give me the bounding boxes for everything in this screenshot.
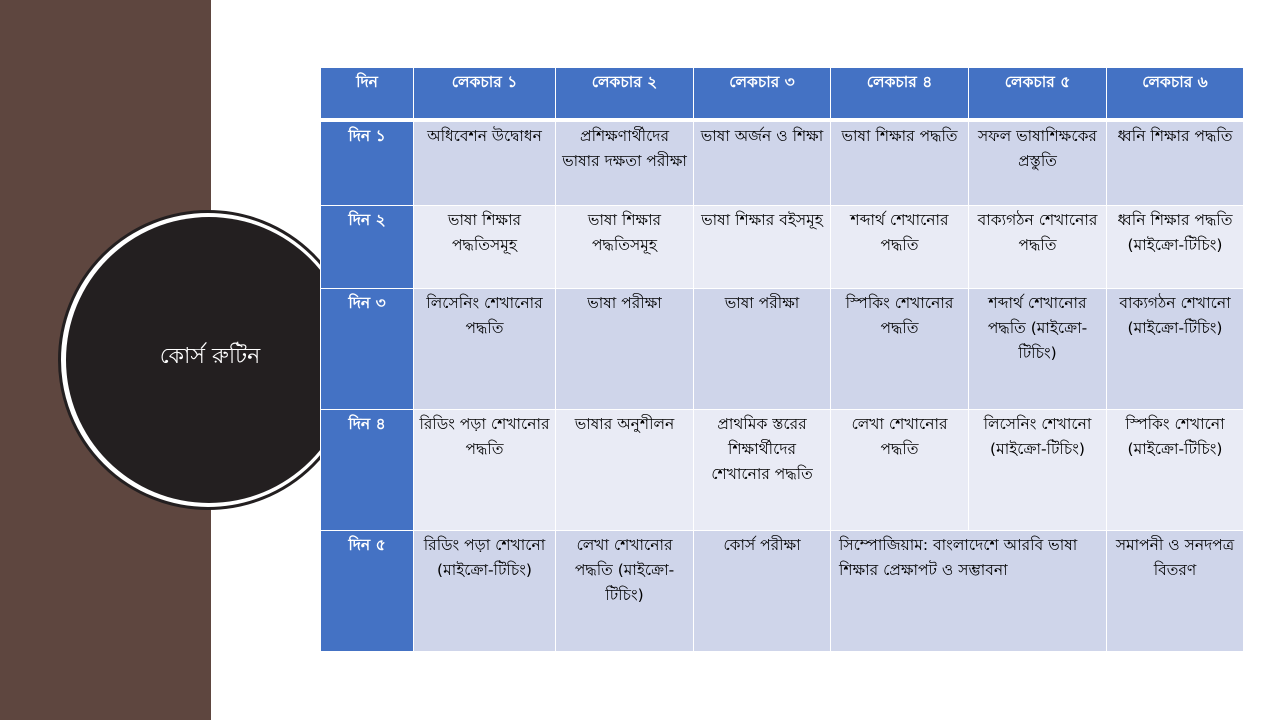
row-day-label: দিন ৪ — [321, 410, 414, 531]
session-cell: স্পিকিং শেখানো (মাইক্রো-টিচিং) — [1107, 410, 1244, 531]
session-cell: ভাষা শিক্ষার পদ্ধতিসমূহ — [414, 205, 556, 288]
session-cell: প্রাথমিক স্তরের শিক্ষার্থীদের শেখানোর পদ্ধতি — [694, 410, 831, 531]
row-day-label: দিন ২ — [321, 205, 414, 288]
row-day-label: দিন ৩ — [321, 289, 414, 410]
table-row-day-5 — [321, 530, 1244, 651]
session-cell: ভাষা পরীক্ষা — [694, 289, 831, 410]
row-day-label: দিন ৫ — [321, 530, 414, 651]
session-cell: ভাষার অনুশীলন — [556, 410, 694, 531]
header-lecture-4: লেকচার ৪ — [831, 68, 969, 121]
session-cell: বাক্যগঠন শেখানোর পদ্ধতি — [969, 205, 1107, 288]
session-cell: অধিবেশন উদ্বোধন — [414, 120, 556, 205]
table-row-day-1 — [321, 120, 1244, 205]
session-cell: লেখা শেখানোর পদ্ধতি (মাইক্রো-টিচিং) — [556, 530, 694, 651]
row-day-label: দিন ১ — [321, 120, 414, 205]
session-cell: শব্দার্থ শেখানোর পদ্ধতি (মাইক্রো-টিচিং) — [969, 289, 1107, 410]
table-row-day-4 — [321, 410, 1244, 531]
session-cell: সমাপনী ও সনদপত্র বিতরণ — [1107, 530, 1244, 651]
header-row — [321, 68, 1244, 121]
session-cell: কোর্স পরীক্ষা — [694, 530, 831, 651]
session-cell: ভাষা শিক্ষার পদ্ধতিসমূহ — [556, 205, 694, 288]
symposium-cell: সিম্পোজিয়াম: বাংলাদেশে আরবি ভাষা শিক্ষার প্রেক্ষাপট ও সম্ভাবনা — [831, 530, 1107, 651]
session-cell: লিসেনিং শেখানো (মাইক্রো-টিচিং) — [969, 410, 1107, 531]
session-cell: ধ্বনি শিক্ষার পদ্ধতি — [1107, 120, 1244, 205]
header-lecture-3: লেকচার ৩ — [694, 68, 831, 121]
session-cell: সফল ভাষাশিক্ষকের প্রস্তুতি — [969, 120, 1107, 205]
session-cell: রিডিং পড়া শেখানো (মাইক্রো-টিচিং) — [414, 530, 556, 651]
slide-title: কোর্স রুটিন — [159, 344, 261, 369]
session-cell: ভাষা অর্জন ও শিক্ষা — [694, 120, 831, 205]
session-cell: ভাষা শিক্ষার বইসমূহ — [694, 205, 831, 288]
session-cell: লিসেনিং শেখানোর পদ্ধতি — [414, 289, 556, 410]
course-routine-table — [320, 67, 1244, 652]
header-lecture-5: লেকচার ৫ — [969, 68, 1107, 121]
header-lecture-2: লেকচার ২ — [556, 68, 694, 121]
table-row-day-3 — [321, 289, 1244, 410]
header-lecture-1: লেকচার ১ — [414, 68, 556, 121]
session-cell: রিডিং পড়া শেখানোর পদ্ধতি — [414, 410, 556, 531]
session-cell: ভাষা শিক্ষার পদ্ধতি — [831, 120, 969, 205]
session-cell: বাক্যগঠন শেখানো (মাইক্রো-টিচিং) — [1107, 289, 1244, 410]
session-cell: শব্দার্থ শেখানোর পদ্ধতি — [831, 205, 969, 288]
session-cell: লেখা শেখানোর পদ্ধতি — [831, 410, 969, 531]
header-lecture-6: লেকচার ৬ — [1107, 68, 1244, 121]
table-row-day-2 — [321, 205, 1244, 288]
session-cell: স্পিকিং শেখানোর পদ্ধতি — [831, 289, 969, 410]
session-cell: ধ্বনি শিক্ষার পদ্ধতি (মাইক্রো-টিচিং) — [1107, 205, 1244, 288]
session-cell: ভাষা পরীক্ষা — [556, 289, 694, 410]
header-day: দিন — [321, 68, 414, 121]
session-cell: প্রশিক্ষণার্থীদের ভাষার দক্ষতা পরীক্ষা — [556, 120, 694, 205]
